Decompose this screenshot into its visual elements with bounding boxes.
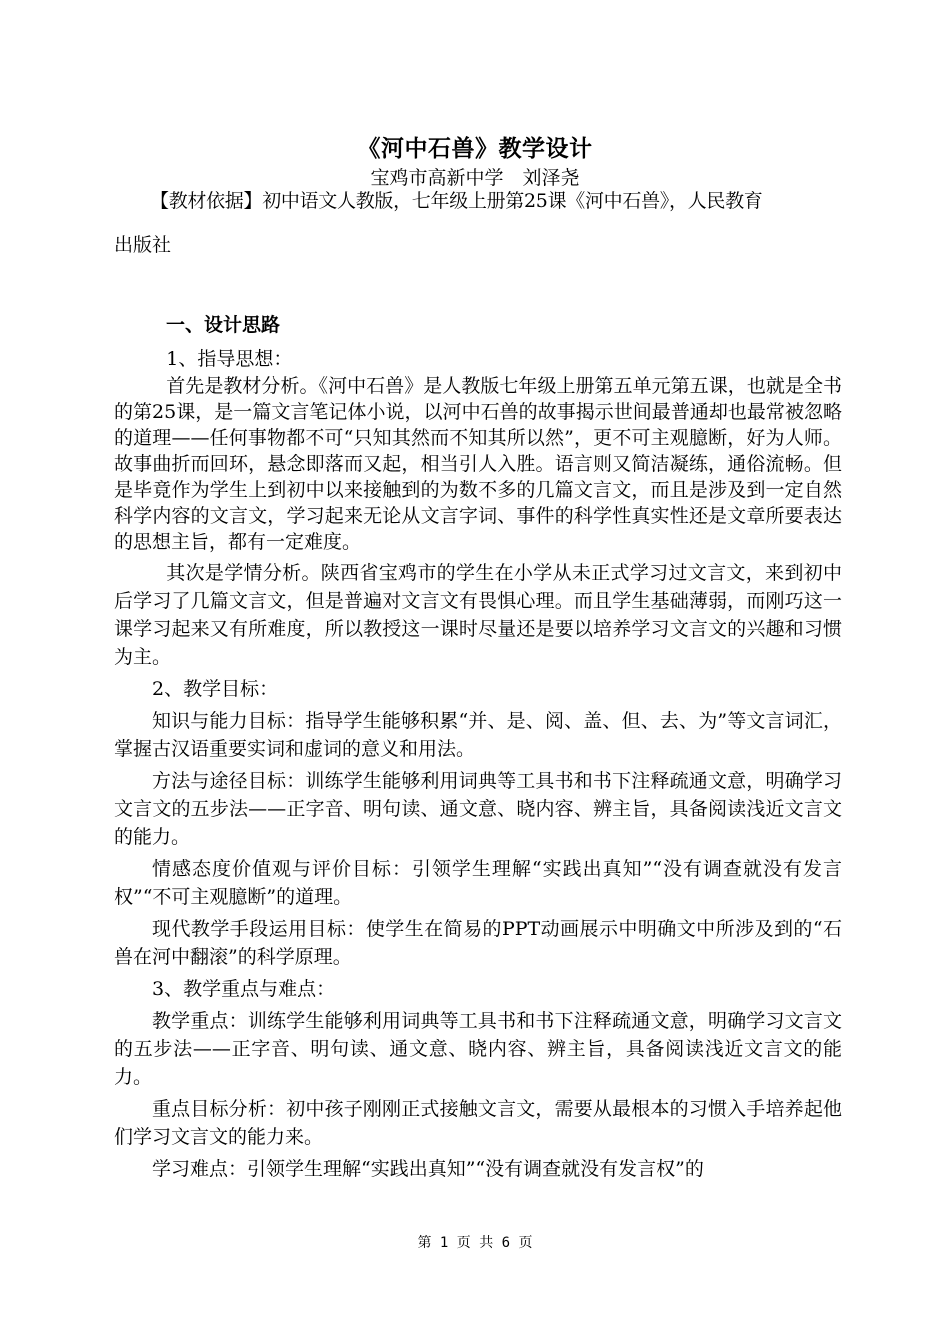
paragraph-student-analysis: 其次是学情分析。陕西省宝鸡市的学生在小学从未正式学习过文言文，来到初中后学习了几篇文言文，但是普遍对文言文有畏惧心理。而且学生基础薄弱，而刚巧这一课学习起来又有所难度，所以教授这一课时尽量还是要以培养学习文言文的兴趣和习惯为主。 <box>114 562 842 668</box>
material-basis-line2: 出版社 <box>114 234 172 256</box>
paragraph-goal-method: 方法与途径目标：训练学生能够利用词典等工具书和书下注释疏通文意，明确学习文言文的五步法——正字音、明句读、通文意、晓内容、辨主旨，具备阅读浅近文言文的能力。 <box>114 770 842 848</box>
subheading-guiding-thought: 1、指导思想： <box>166 348 293 370</box>
document-author: 宝鸡市高新中学 刘泽尧 <box>370 167 580 189</box>
paragraph-difficulty: 学习难点：引领学生理解“实践出真知”“没有调查就没有发言权”的 <box>152 1158 704 1180</box>
document-body-main <box>114 311 842 1183</box>
subheading-teaching-goals: 2、教学目标： <box>152 678 279 700</box>
paragraph-goal-modern-means: 现代教学手段运用目标：使学生在简易的PPT动画展示中明确文中所涉及到的“石兽在河中翻滚”的科学原理。 <box>114 918 842 968</box>
section-heading: 一、设计思路 <box>166 314 281 336</box>
paragraph-goal-emotion: 情感态度价值观与评价目标：引领学生理解“实践出真知”“没有调查就没有发言权”“不可主观臆断”的道理。 <box>114 858 842 908</box>
paragraph-key-analysis: 重点目标分析：初中孩子刚刚正式接触文言文，需要从最根本的习惯入手培养起他们学习文言文的能力来。 <box>114 1098 842 1148</box>
material-basis-line1: 【教材依据】初中语文人教版，七年级上册第25课《河中石兽》，人民教育 <box>150 190 763 212</box>
subheading-key-points: 3、教学重点与难点： <box>152 978 336 1000</box>
paragraph-goal-knowledge: 知识与能力目标：指导学生能够积累“并、是、阅、盖、但、去、为”等文言词汇，掌握古汉语重要实词和虚词的意义和用法。 <box>114 710 842 760</box>
document-body <box>114 187 842 259</box>
document-title: 《河中石兽》教学设计 <box>357 135 593 162</box>
page-footer: 第 1 页 共 6 页 <box>417 1235 533 1251</box>
paragraph-key-point: 教学重点：训练学生能够利用词典等工具书和书下注释疏通文意，明确学习文言文的五步法——正字音、明句读、通文意、晓内容、辨主旨，具备阅读浅近文言文的能力。 <box>114 1010 842 1088</box>
paragraph-material-analysis: 首先是教材分析。《河中石兽》是人教版七年级上册第五单元第五课，也就是全书的第25课，是一篇文言笔记体小说，以河中石兽的故事揭示世间最普通却也最常被忽略的道理——任何事物都不可“只知其然而不知其所以然”，更不可主观臆断，好为人师。故事曲折而回环，悬念即落而又起，相当引人入胜。语言则又简洁凝练，通俗流畅。但是毕竟作为学生上到初中以来接触到的为数不多的几篇文言文，而且是涉及到一定自然科学内容的文言文，学习起来无论从文言字词、事件的科学性真实性还是文章所要表达的思想主旨，都有一定难度。 <box>114 375 842 553</box>
